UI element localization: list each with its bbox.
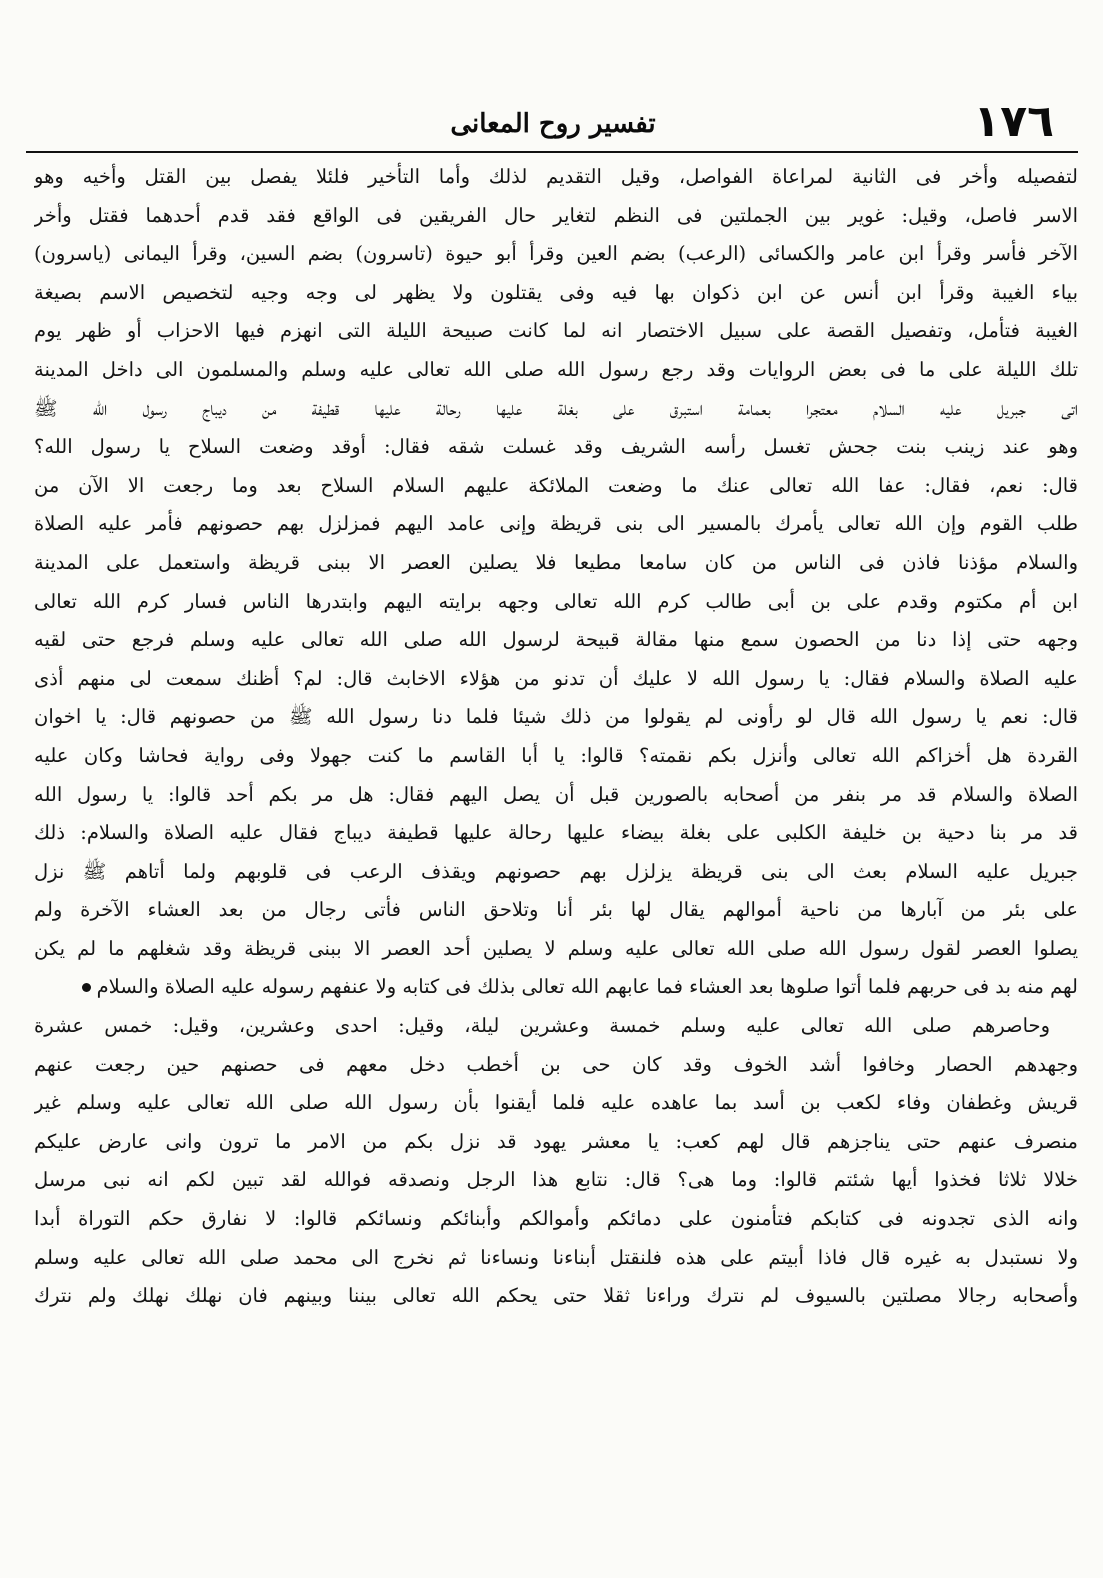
text-line: وهو عند زينب بنت جحش تغسل رأسه الشريف وقد غسلت شقه فقال: أوقد وضعت السلاح يا رسول الله؟ xyxy=(34,435,1078,459)
text-line: لهم منه بد فى حربهم فلما أتوا صلوها بعد العشاء فما عابهم الله تعالى بذلك فى كتابه ولا عنفهم رسوله عليه الصلاة والسلام xyxy=(96,975,1078,999)
text-line: قال: نعم يا رسول الله قال لو رأونى لم يقولوا من ذلك شيئا فلما دنا رسول الله ﷺ من حصونهم قال: يا اخوان xyxy=(34,705,1078,729)
text-line: وأصحابه رجالا مصلتين بالسيوف لم نترك وراءنا ثقلا حتى يحكم الله تعالى بيننا وبينهم فان نهلك نهلك ولم نترك xyxy=(34,1284,1078,1308)
text-line: جبريل عليه السلام بعث الى بنى قريظة يزلزل بهم حصونهم ويقذف الرعب فى قلوبهم ولما أتاهم ﷺ نزل xyxy=(34,859,1078,883)
text-line: قريش وغطفان وفاء لكعب بن أسد بما عاهده عليه فلما أيقنوا بأن رسول الله صلى الله تعالى عليه وسلم غير xyxy=(34,1091,1078,1115)
paragraph-end-mark xyxy=(82,983,91,992)
text-line: بياء الغيبة وقرأ ابن أنس عن ابن ذكوان بها فيه وفى يقتلون ولا يظهر لى وجه وجيه لتخصيص الاسم بصيغة xyxy=(34,280,1078,304)
header-rule xyxy=(26,151,1078,153)
text-line: خلالا ثلاثا فخذوا أيها شئتم قالوا: وما هى؟ قال: نتابع هذا الرجل ونصدقه فوالله لقد تبين لكم انه نبى مرسل xyxy=(34,1168,1078,1192)
text-line: والسلام مؤذنا فاذن فى الناس من كان سامعا مطيعا فلا يصلين العصر الا ببنى قريظة واستعمل على المدينة xyxy=(34,550,1078,574)
text-line: قال: نعم، فقال: عفا الله تعالى عنك ما وضعت الملائكة عليهم السلام السلاح بعد وما رجعت الا الآن من xyxy=(34,473,1078,497)
text-line: وجهه حتى إذا دنا من الحصون سمع منها مقالة قبيحة لرسول الله صلى الله تعالى عليه وسلم فرجع حتى لقيه xyxy=(34,628,1078,652)
text-line: ابن أم مكتوم وقدم على بن أبى طالب كرم الله تعالى وجهه برايته اليهم وابتدرها الناس فسار كرم الله تعالى xyxy=(34,589,1078,613)
text-line: الصلاة والسلام قد مر بنفر من أصحابه بالصورين قبل أن يصل اليهم فقال: هل مر بكم أحد قالوا: يا رسول الله xyxy=(34,782,1078,806)
paragraph-end-line xyxy=(34,968,1078,1007)
text-line: القردة هل أخزاكم الله تعالى وأنزل بكم نقمته؟ قالوا: يا أبا القاسم ما كنت جهولا وفى رواية فحاشا وكان عليه xyxy=(34,743,1078,767)
text-line: منصرف عنهم حتى يناجزهم قال لهم كعب: يا معشر يهود قد نزل بكم من الامر ما ترون وانى عارض عليكم xyxy=(34,1129,1078,1153)
text-line: وجهدهم الحصار وخافوا أشد الخوف وقد كان حى بن أخطب دخل معهم فى حصنهم حين رجعت عنهم xyxy=(34,1052,1078,1076)
body-text xyxy=(34,158,1078,1316)
text-line: طلب القوم وإن الله تعالى يأمرك بالمسير الى بنى قريظة وإنى عامد اليهم فمزلزل بهم حصونهم فأمر عليه الصلاة xyxy=(34,512,1078,536)
text-line: اتى جبريل عليه السلام معتجرا بعمامة استبرق على بغلة عليها رحالة عليها قطيفة من ديباج رسول الله ﷺ xyxy=(34,396,1078,420)
text-line: ولا نستبدل به غيره قال فاذا أبيتم على هذه فلنقتل أبناءنا ونساءنا ثم نخرج الى محمد صلى الله تعالى عليه وسلم xyxy=(34,1245,1078,1269)
text-line: وحاصرهم صلى الله تعالى عليه وسلم خمسة وعشرين ليلة، وقيل: احدى وعشرين، وقيل: خمس عشرة xyxy=(34,1014,1050,1038)
text-line: على بئر من آبارها من ناحية أموالهم يقال لها بئر أنا وتلاحق الناس فأتى رجال من بعد العشاء الآخرة ولم xyxy=(34,898,1078,922)
text-line: لتفصيله وأخر فى الثانية لمراعاة الفواصل، وقيل التقديم لذلك وأما التأخير فلئلا يفصل بين القتل وأخيه وهو xyxy=(34,165,1078,188)
running-title: تفسير روح المعانى xyxy=(450,109,656,139)
page-header xyxy=(28,92,1078,152)
text-line: الغيبة فتأمل، وتفصيل القصة على سبيل الاختصار انه لما كانت صبيحة الليلة التى انهزم فيها الاحزاب أو ظهر يوم xyxy=(34,319,1078,343)
text-line: وانه الذى تجدونه فى كتابكم فتأمنون على دمائكم وأموالكم وأبنائكم ونسائكم قالوا: لا نفارق حكم التوراة أبدا xyxy=(34,1207,1078,1231)
page-number: ١٧٦ xyxy=(973,96,1054,147)
text-line: الاسر فاصل، وقيل: غوير بين الجملتين فى النظم لتغاير حال الفريقين فى الواقع فقد قدم أحدهما فقتل وأخر xyxy=(34,203,1078,227)
text-line: يصلوا العصر لقول رسول الله صلى الله تعالى عليه وسلم لا يصلين أحد العصر الا ببنى قريظة وقد شغلهم ما لم يكن xyxy=(34,936,1078,960)
text-line: قد مر بنا دحية بن خليفة الكلبى على بغلة بيضاء عليها رحالة عليها قطيفة ديباج فقال عليه الصلاة والسلام: ذلك xyxy=(34,821,1078,845)
text-line: عليه الصلاة والسلام فقال: يا رسول الله لا عليك أن تدنو من هؤلاء الاخابث قال: لم؟ أظنك سمعت لى منهم أذى xyxy=(34,666,1078,690)
text-line: تلك الليلة على ما فى بعض الروايات وقد رجع رسول الله صلى الله تعالى عليه وسلم والمسلمون الى داخل المدينة xyxy=(34,357,1078,381)
text-line: الآخر فأسر وقرأ ابن عامر والكسائى (الرعب) بضم العين وقرأ أبو حيوة (تاسرون) بضم السين، وقرأ اليمانى (ياسرون) xyxy=(34,242,1078,266)
